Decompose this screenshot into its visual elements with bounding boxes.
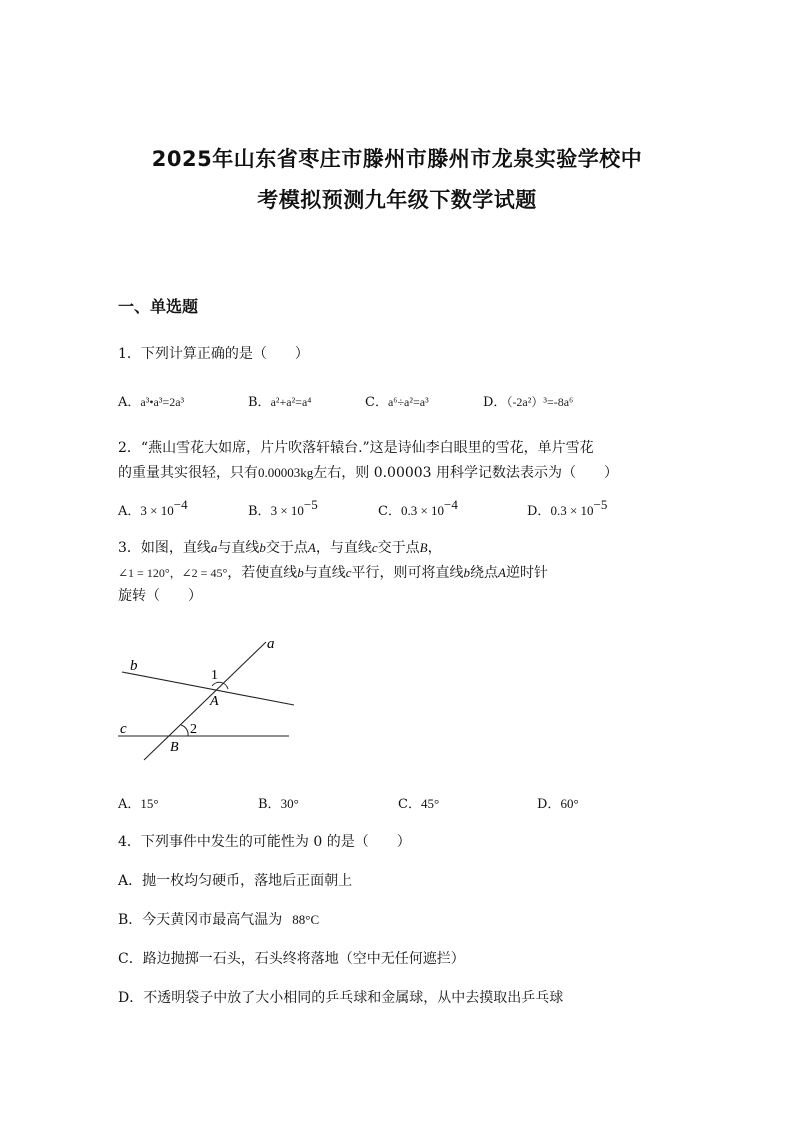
angle-1-arc [212, 682, 228, 689]
q3-text: ， [427, 540, 442, 556]
angle-2-arc [181, 725, 188, 736]
q1-option-a-text: a³•a³=2a³ [140, 395, 185, 409]
q4-option-d: D．不透明袋子中放了大小相同的乒乓球和金属球，从中去摸取出乒乓球 [118, 990, 564, 1006]
q1-option-b-label: B． [248, 395, 271, 410]
q1-option-d-text: （-2a²）³=-8a⁶ [506, 395, 574, 409]
q2-option-a [118, 497, 188, 519]
q1-stem: 1．下列计算正确的是（ ） [118, 346, 309, 362]
q2-option-d [527, 497, 608, 519]
q3-var-b: b [297, 565, 304, 580]
q3-var-c: c [345, 565, 352, 580]
q3-option-d-label: D． [537, 797, 561, 812]
q1-option-b-text: a²+a²=a⁴ [270, 395, 312, 409]
q2-option-c-label: C． [378, 504, 401, 519]
q2-option-c-base: 0.3 × 10 [400, 503, 445, 518]
q2-line2-post: 左右，则 0.00003 用科学记数法表示为（ ） [313, 465, 619, 481]
label-angle-2: 2 [190, 722, 197, 737]
q4-option-b-temperature: 88°C [292, 912, 320, 927]
q3-text: 与直线 [217, 540, 260, 556]
q3-option-b [258, 793, 299, 812]
q2-option-b-label: B． [248, 504, 271, 519]
label-angle-1: 1 [211, 668, 218, 683]
q4-option-b-text: B．今天黄冈市最高气温为 [118, 912, 283, 928]
q2-option-a-label: A． [118, 504, 141, 519]
q3-option-a [118, 793, 159, 812]
label-c: c [120, 721, 127, 737]
q3-var-c: c [371, 540, 378, 555]
q3-var-a: a [210, 540, 218, 555]
document-title-line2: 考模拟预测九年级下数学试题 [257, 188, 537, 212]
q3-line1 [118, 537, 442, 557]
document-title-line1: 2025年山东省枣庄市滕州市滕州市龙泉实验学校中 [151, 147, 643, 171]
q1-option-d [483, 391, 573, 410]
q3-line3: 旋转（ ） [118, 588, 202, 604]
q3-option-a-label: A． [118, 797, 141, 812]
q2-option-d-base: 0.3 × 10 [550, 503, 594, 518]
q3-angle-values: ∠1 = 120°，∠2 = 45° [118, 566, 228, 580]
q2-option-d-label: D． [527, 504, 551, 519]
q2-line2 [118, 462, 618, 482]
q3-option-b-value: 30° [280, 796, 299, 811]
q1-option-d-label: D． [483, 395, 507, 410]
q2-mass-value: 0.00003kg [258, 465, 314, 480]
line-b [122, 672, 294, 705]
q4-option-b [118, 909, 319, 929]
label-a: a [267, 636, 275, 652]
q2-line2-pre: 的重量其实很轻，只有 [118, 465, 258, 481]
q1-option-c-label: C． [365, 395, 388, 410]
q4-option-a: A．抛一枚均匀硬币，落地后正面朝上 [118, 873, 353, 889]
q2-line1: 2．“燕山雪花大如席，片片吹落轩辕台.”这是诗仙李白眼里的雪花，单片雪花 [118, 440, 594, 456]
q3-text: 3．如图，直线 [118, 540, 211, 556]
q2-option-b [248, 497, 318, 519]
label-b: b [130, 658, 138, 674]
q3-text: 交于点 [265, 540, 308, 556]
q3-point-a: A [498, 565, 506, 580]
q3-option-c-value: 45° [420, 796, 440, 811]
q3-text: 绕点 [470, 565, 499, 581]
label-point-b: B [170, 740, 179, 755]
q3-text: 平行，则可将直线 [351, 565, 464, 581]
q3-text: ，若使直线 [227, 565, 298, 581]
q3-option-b-label: B． [258, 797, 281, 812]
q3-option-d-value: 60° [560, 796, 579, 811]
label-point-a: A [210, 694, 219, 709]
q3-text: ，与直线 [315, 540, 372, 556]
q2-option-b-base: 3 × 10 [270, 503, 304, 518]
q3-var-b: b [259, 540, 266, 555]
q3-text: 与直线 [303, 565, 346, 581]
q3-geometry-figure [114, 632, 304, 762]
q4-stem: 4．下列事件中发生的可能性为 0 的是（ ） [118, 834, 411, 850]
q2-option-c [378, 497, 458, 519]
q1-option-a [118, 391, 184, 410]
q3-point-a: A [307, 540, 316, 555]
q3-text: 交于点 [377, 540, 420, 556]
q1-option-b [248, 391, 311, 410]
q1-option-a-label: A． [118, 395, 141, 410]
q3-line2 [118, 562, 548, 582]
q3-point-b: B [419, 540, 428, 555]
q3-option-d [537, 793, 579, 812]
q3-text: 逆时针 [505, 565, 548, 581]
q4-option-c: C．路边抛掷一石头，石头终将落地（空中无任何遮拦） [118, 951, 465, 967]
q1-option-c-text: a⁶÷a²=a³ [387, 395, 429, 409]
q3-option-c-label: C． [398, 797, 421, 812]
q3-option-c [398, 793, 439, 812]
q2-option-a-base: 3 × 10 [140, 503, 174, 518]
line-a [144, 642, 266, 760]
q1-option-c [365, 391, 429, 410]
q2-option-d-exp: −5 [593, 497, 608, 512]
q3-option-a-value: 15° [140, 796, 159, 811]
q3-var-b: b [463, 565, 471, 580]
q2-option-a-exp: −4 [173, 497, 188, 512]
q2-option-b-exp: −5 [303, 497, 318, 512]
q2-option-c-exp: −4 [444, 497, 458, 512]
section-heading: 一、单选题 [118, 297, 199, 316]
